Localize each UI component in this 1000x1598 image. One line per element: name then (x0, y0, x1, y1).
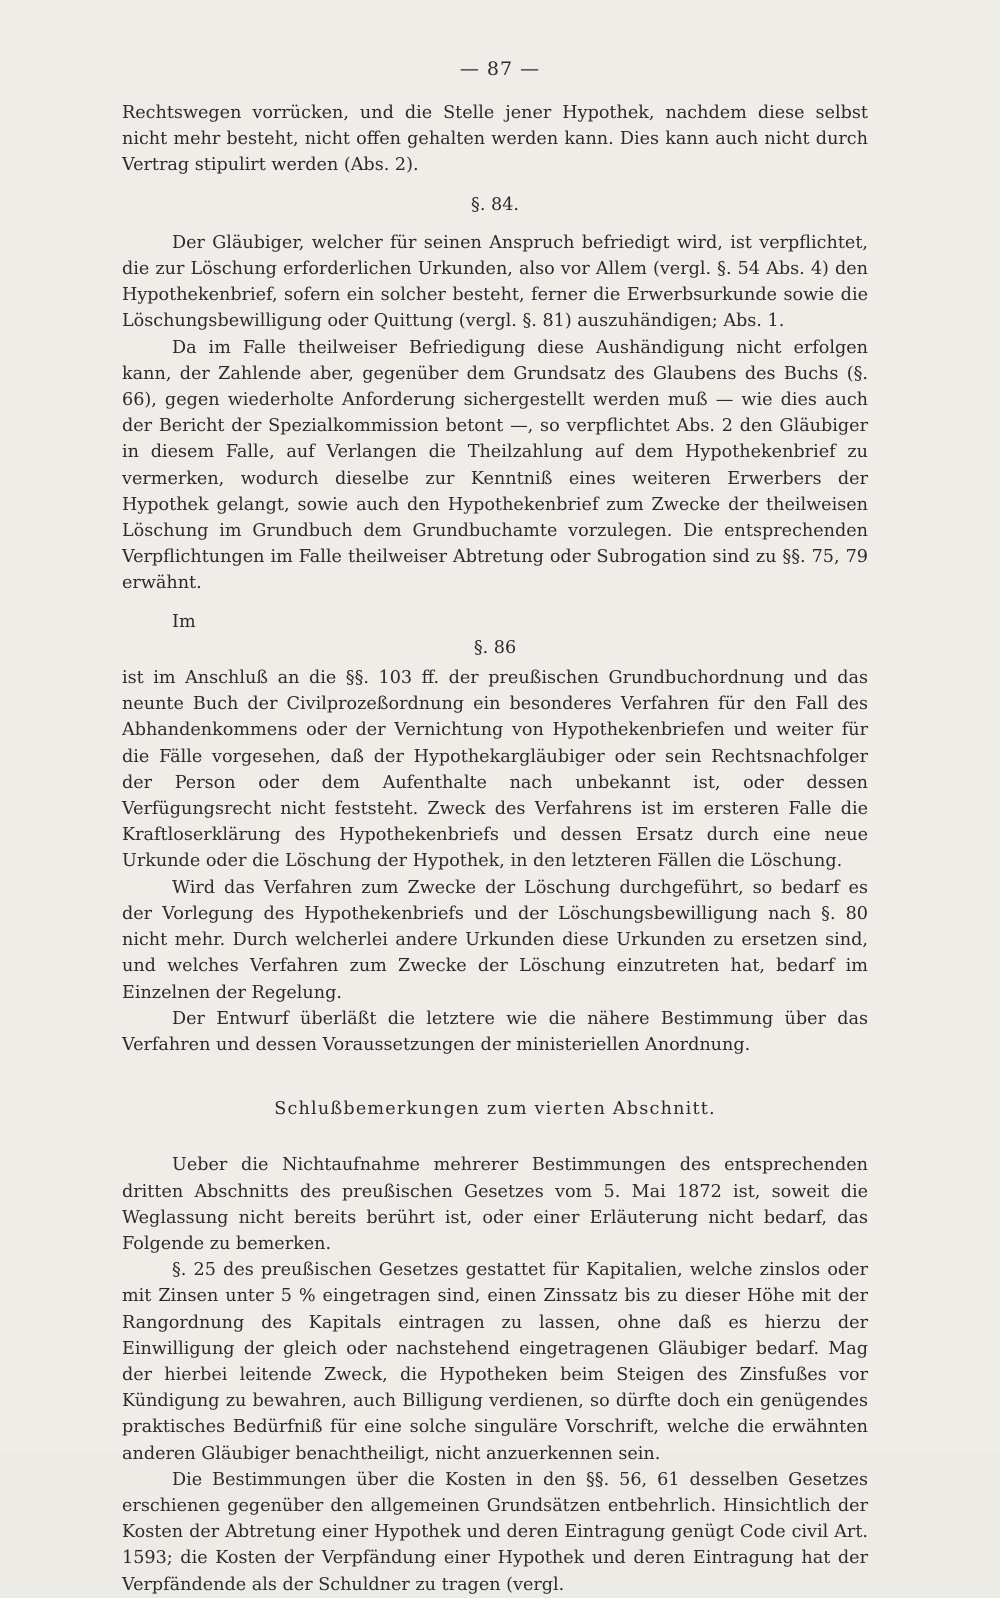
paragraph: §. 25 des preußischen Gesetzes gestattet für Kapitalien, welche zinslos oder mit Zinsen unter 5 % eingetragen sind, einen Zinssatz bis zu dieser Höhe mit der Rangordnung des Kapitals eintragen zu lassen, ohne daß es hierzu der Einwilligung der gleich oder nachstehend eingetragenen Gläubiger bedarf. Mag der hierbei leitende Zweck, die Hypotheken beim Steigen des Zinsfußes vor Kündigung zu bewahren, auch Billigung verdienen, so dürfte doch ein genügendes praktisches Bedürfniß für eine solche singuläre Vorschrift, welche die erwähnten anderen Gläubiger benachtheiligt, nicht anzuerkennen sein. (122, 1260, 868, 1464)
paragraph: Da im Falle theilweiser Befriedigung diese Aushändigung nicht erfolgen kann, der Zahlende aber, gegenüber dem Grundsatz des Glaubens des Buchs (§. 66), gegen wiederholte Anforderung sichergestellt werden muß — wie dies auch der Bericht der Spezialkommission betont —, so verpflichtet Abs. 2 den Gläubiger in diesem Falle, auf Verlangen die Theilzahlung auf dem Hypothekenbrief zu vermerken, wodurch dieselbe zur Kenntniß eines weiteren Erwerbers der Hypothek gelangt, sowie auch den Hypothekenbrief zum Zwecke der theilweisen Löschung im Grundbuch dem Grundbuchamte vorzulegen. Die entsprechenden Verpflichtungen im Falle theilweiser Abtretung oder Subrogation sind zu §§. 75, 79 erwähnt. (122, 337, 868, 594)
paragraph: Rechtswegen vorrücken, und die Stelle jener Hypothek, nachdem diese selbst nicht mehr besteht, nicht offen gehalten werden kann. Dies kann auch nicht durch Vertrag stipulirt werden (Abs. 2). (122, 103, 868, 176)
document-body (122, 100, 868, 1598)
section-title: Schlußbemerkungen zum vierten Abschnitt. (274, 1099, 716, 1120)
section-heading-86: §. 86 (473, 637, 517, 658)
paragraph: Ueber die Nichtaufnahme mehrerer Bestimmungen des entsprechenden dritten Abschnitts des preußischen Gesetzes vom 5. Mai 1872 ist, soweit die Weglassung nicht bereits berührt ist, oder einer Erläuterung nicht bedarf, das Folgende zu bemerken. (122, 1155, 868, 1254)
paragraph: Wird das Verfahren zum Zwecke der Löschung durchgeführt, so bedarf es der Vorlegung des Hypothekenbriefs und der Löschungsbewilligung nach §. 80 nicht mehr. Durch welcherlei andere Urkunden diese Urkunden zu ersetzen sind, und welches Verfahren zum Zwecke der Löschung einzutreten hat, bedarf im Einzelnen der Regelung. (122, 877, 868, 1003)
paragraph: Der Gläubiger, welcher für seinen Anspruch befriedigt wird, ist verpflichtet, die zur Löschung erforderlichen Urkunden, also vor Allem (vergl. §. 54 Abs. 4) den Hypothekenbrief, sofern ein solcher besteht, ferner die Erwerbsurkunde sowie die Löschungsbewilligung oder Quittung (vergl. §. 81) auszuhändigen; Abs. 1. (122, 232, 868, 332)
section-heading-84: §. 84. (471, 194, 519, 215)
paragraph-lead-word: Im (172, 611, 196, 632)
page-number: — 87 — (459, 58, 541, 80)
paragraph: Die Bestimmungen über die Kosten in den §§. 56, 61 desselben Gesetzes erschienen gegenüber den allgemeinen Grundsätzen entbehrlich. Hinsichtlich der Kosten der Abtretung einer Hypothek und deren Eintragung genügt Code civil Art. 1593; die Kosten der Verpfändung einer Hypothek und deren Eintragung hat der Verpfändende als der Schuldner zu tragen (vergl. (122, 1469, 868, 1595)
paragraph: ist im Anschluß an die §§. 103 ff. der preußischen Grundbuchordnung und das neunte Buch der Civilprozeßordnung ein besonderes Verfahren für den Fall des Abhandenkommens oder der Vernichtung von Hypothekenbriefen und weiter für die Fälle vorgesehen, daß der Hypothekargläubiger oder sein Rechtsnachfolger der Person oder dem Aufenthalte nach unbekannt ist, oder dessen Verfügungsrecht nicht feststeht. Zweck des Verfahrens ist im ersteren Falle die Kraftloserklärung des Hypothekenbriefs und dessen Ersatz durch eine neue Urkunde oder die Löschung der Hypothek, in den letzteren Fällen die Löschung. (122, 668, 868, 872)
paragraph: Der Entwurf überläßt die letztere wie die nähere Bestimmung über das Verfahren und dessen Voraussetzungen der ministeriellen Anordnung. (122, 1008, 868, 1055)
